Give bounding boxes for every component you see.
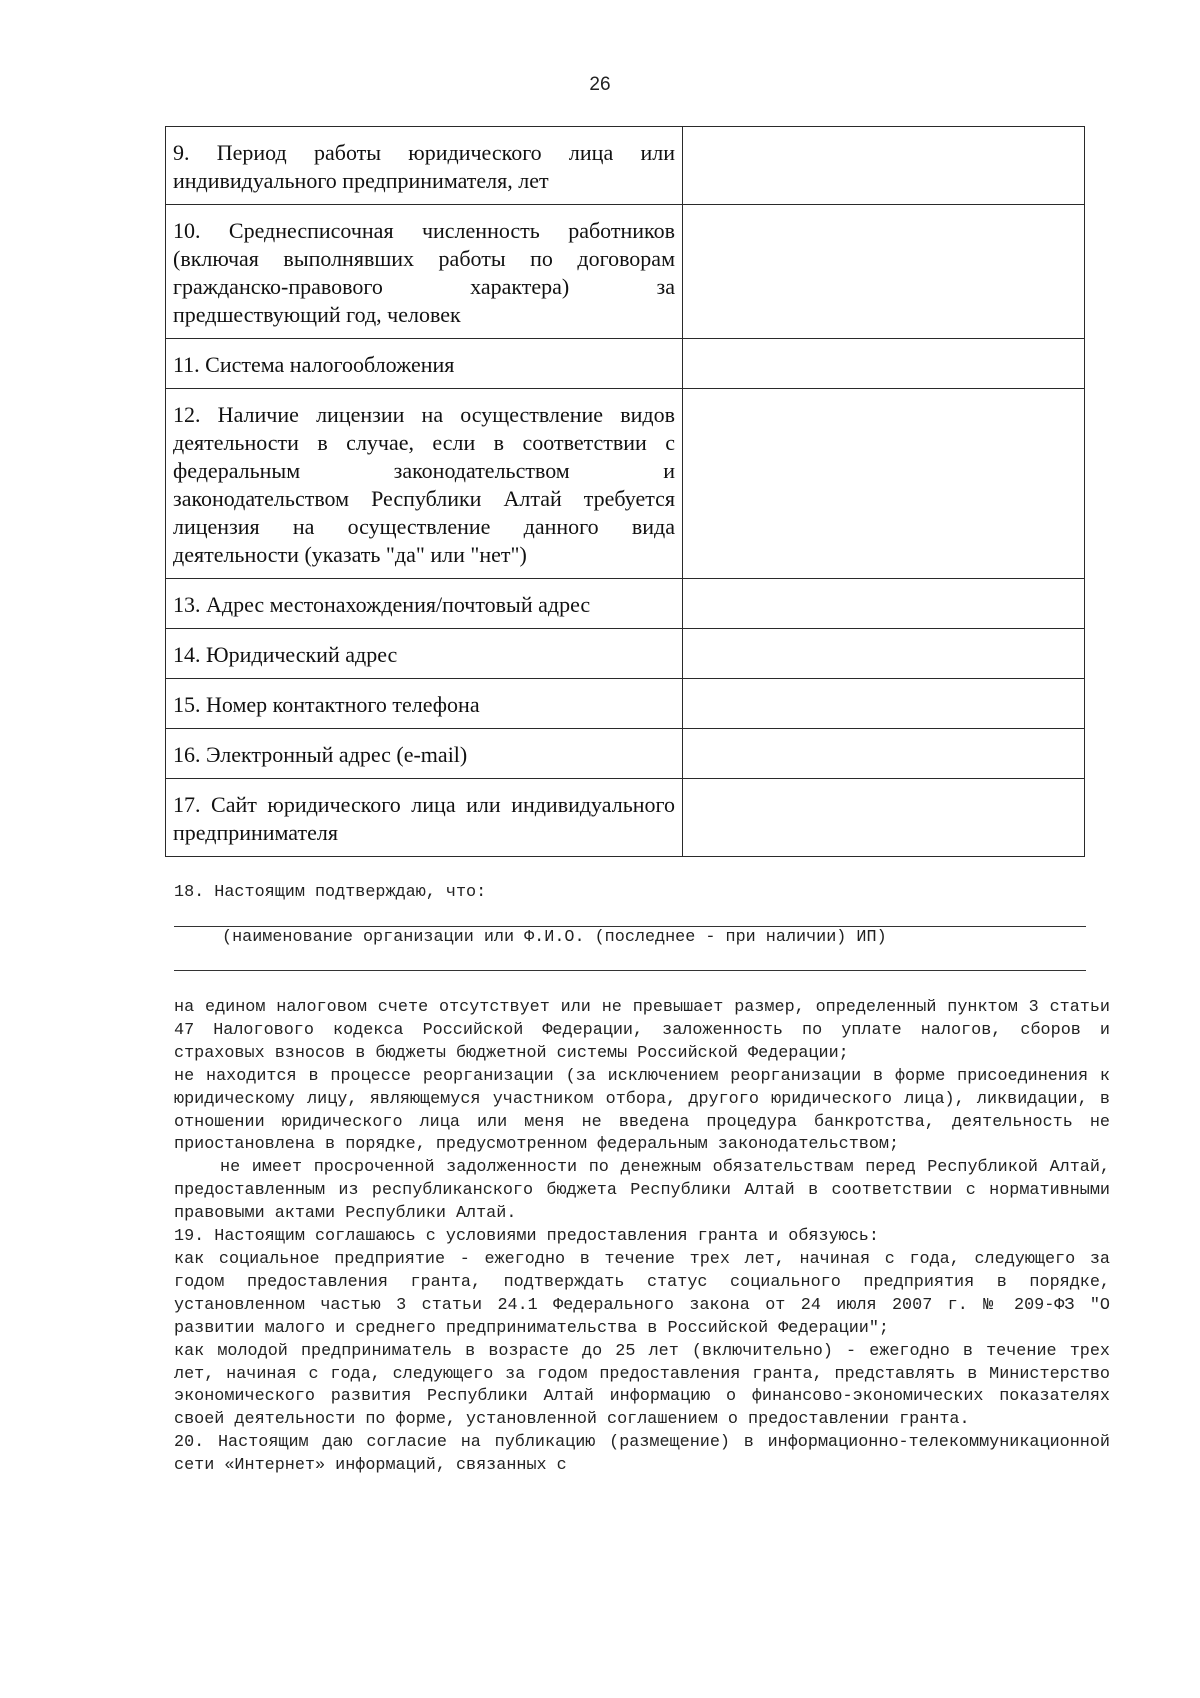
paragraph-20-consent: 20. Настоящим даю согласие на публикацию (размещение) в информационно-телекоммуникационной сети «Интернет» информаций, связанных с: [174, 1433, 1110, 1476]
row-value-license[interactable]: [683, 389, 1085, 579]
applicant-info-table: [165, 126, 1085, 857]
row-value-postal-address[interactable]: [683, 579, 1085, 629]
row-value-email[interactable]: [683, 729, 1085, 779]
table-row: [166, 127, 1085, 205]
row-value-legal-address[interactable]: [683, 629, 1085, 679]
row-value-period[interactable]: [683, 127, 1085, 205]
declaration-body: [174, 997, 1110, 1478]
section-18-caption: (наименование организации или Ф.И.О. (последнее - при наличии) ИП): [222, 928, 887, 947]
row-value-phone[interactable]: [683, 679, 1085, 729]
paragraph-tax-debt: на едином налоговом счете отсутствует или не превышает размер, определенный пунктом 3 статьи 47 Налогового кодекса Российской Федерации, заложенность по уплате налогов, сборов и страховых взносов в бюджеты бюджетной системы Российской Федерации;: [174, 998, 1110, 1063]
paragraph-19-heading: 19. Настоящим соглашаюсь с условиями предоставления гранта и обязуюсь:: [174, 1227, 879, 1247]
organization-name-line-2[interactable]: [174, 970, 1086, 971]
table-row: [166, 579, 1085, 629]
row-value-tax-system[interactable]: [683, 339, 1085, 389]
paragraph-no-overdue-debt: не имеет просроченной задолженности по денежным обязательствам перед Республикой Алтай, предоставленным из республиканского бюджета Республики Алтай в соответствии с нормативными правовыми актами Республики Алтай.: [174, 1158, 1110, 1224]
table-row: [166, 205, 1085, 339]
paragraph-social-enterprise: как социальное предприятие - ежегодно в течение трех лет, начиная с года, следующего за годом предоставления гранта, подтверждать статус социального предприятия в порядке, установленном частью 3 статьи 24.1 Федерального закона от 24 июля 2007 г. № 209-ФЗ "О развитии малого и среднего предпринимательства в Российской Федерации";: [174, 1249, 1110, 1338]
row-label-legal-address: 14. Юридический адрес: [166, 629, 683, 679]
row-label-postal-address: 13. Адрес местонахождения/почтовый адрес: [166, 579, 683, 629]
organization-name-line[interactable]: [174, 926, 1086, 927]
row-label-headcount: 10. Среднесписочная численность работников (включая выполнявших работы по договорам гражданско-правового характера) за предшествующий год, человек: [166, 205, 683, 339]
table-row: [166, 629, 1085, 679]
table-row: [166, 679, 1085, 729]
page-number: 26: [589, 74, 611, 95]
row-label-license: 12. Наличие лицензии на осуществление видов деятельности в случае, если в соответствии с федеральным законодательством и законодательством Республики Алтай требуется лицензия на осуществление данного вида деятельности (указать "да" или "нет"): [166, 389, 683, 579]
section-18-intro: 18. Настоящим подтверждаю, что:: [174, 883, 487, 902]
table-row: [166, 389, 1085, 579]
row-label-phone: 15. Номер контактного телефона: [166, 679, 683, 729]
row-label-period: 9. Период работы юридического лица или индивидуального предпринимателя, лет: [166, 127, 683, 205]
table-row: [166, 729, 1085, 779]
row-label-tax-system: 11. Система налогообложения: [166, 339, 683, 389]
table-row: [166, 339, 1085, 389]
row-value-website[interactable]: [683, 779, 1085, 857]
table-row: [166, 779, 1085, 857]
row-label-email: 16. Электронный адрес (e-mail): [166, 729, 683, 779]
row-label-website: 17. Сайт юридического лица или индивидуального предпринимателя: [166, 779, 683, 857]
paragraph-reorganization: не находится в процессе реорганизации (за исключением реорганизации в форме присоединения к юридическому лицу, являющемуся участником отбора, другого юридического лица), ликвидации, в отношении юридического лица или меня не введена процедура банкротства, деятельность не приостановлена в порядке, предусмотренном федеральным законодательством;: [174, 1066, 1110, 1155]
paragraph-young-entrepreneur: как молодой предприниматель в возрасте до 25 лет (включительно) - ежегодно в течение трех лет, начиная с года, следующего за годом предоставления гранта, представлять в Министерство экономического развития Республики Алтай информацию о финансово-экономических показателях своей деятельности по форме, установленной соглашением о предоставлении гранта.: [174, 1341, 1110, 1430]
row-value-headcount[interactable]: [683, 205, 1085, 339]
